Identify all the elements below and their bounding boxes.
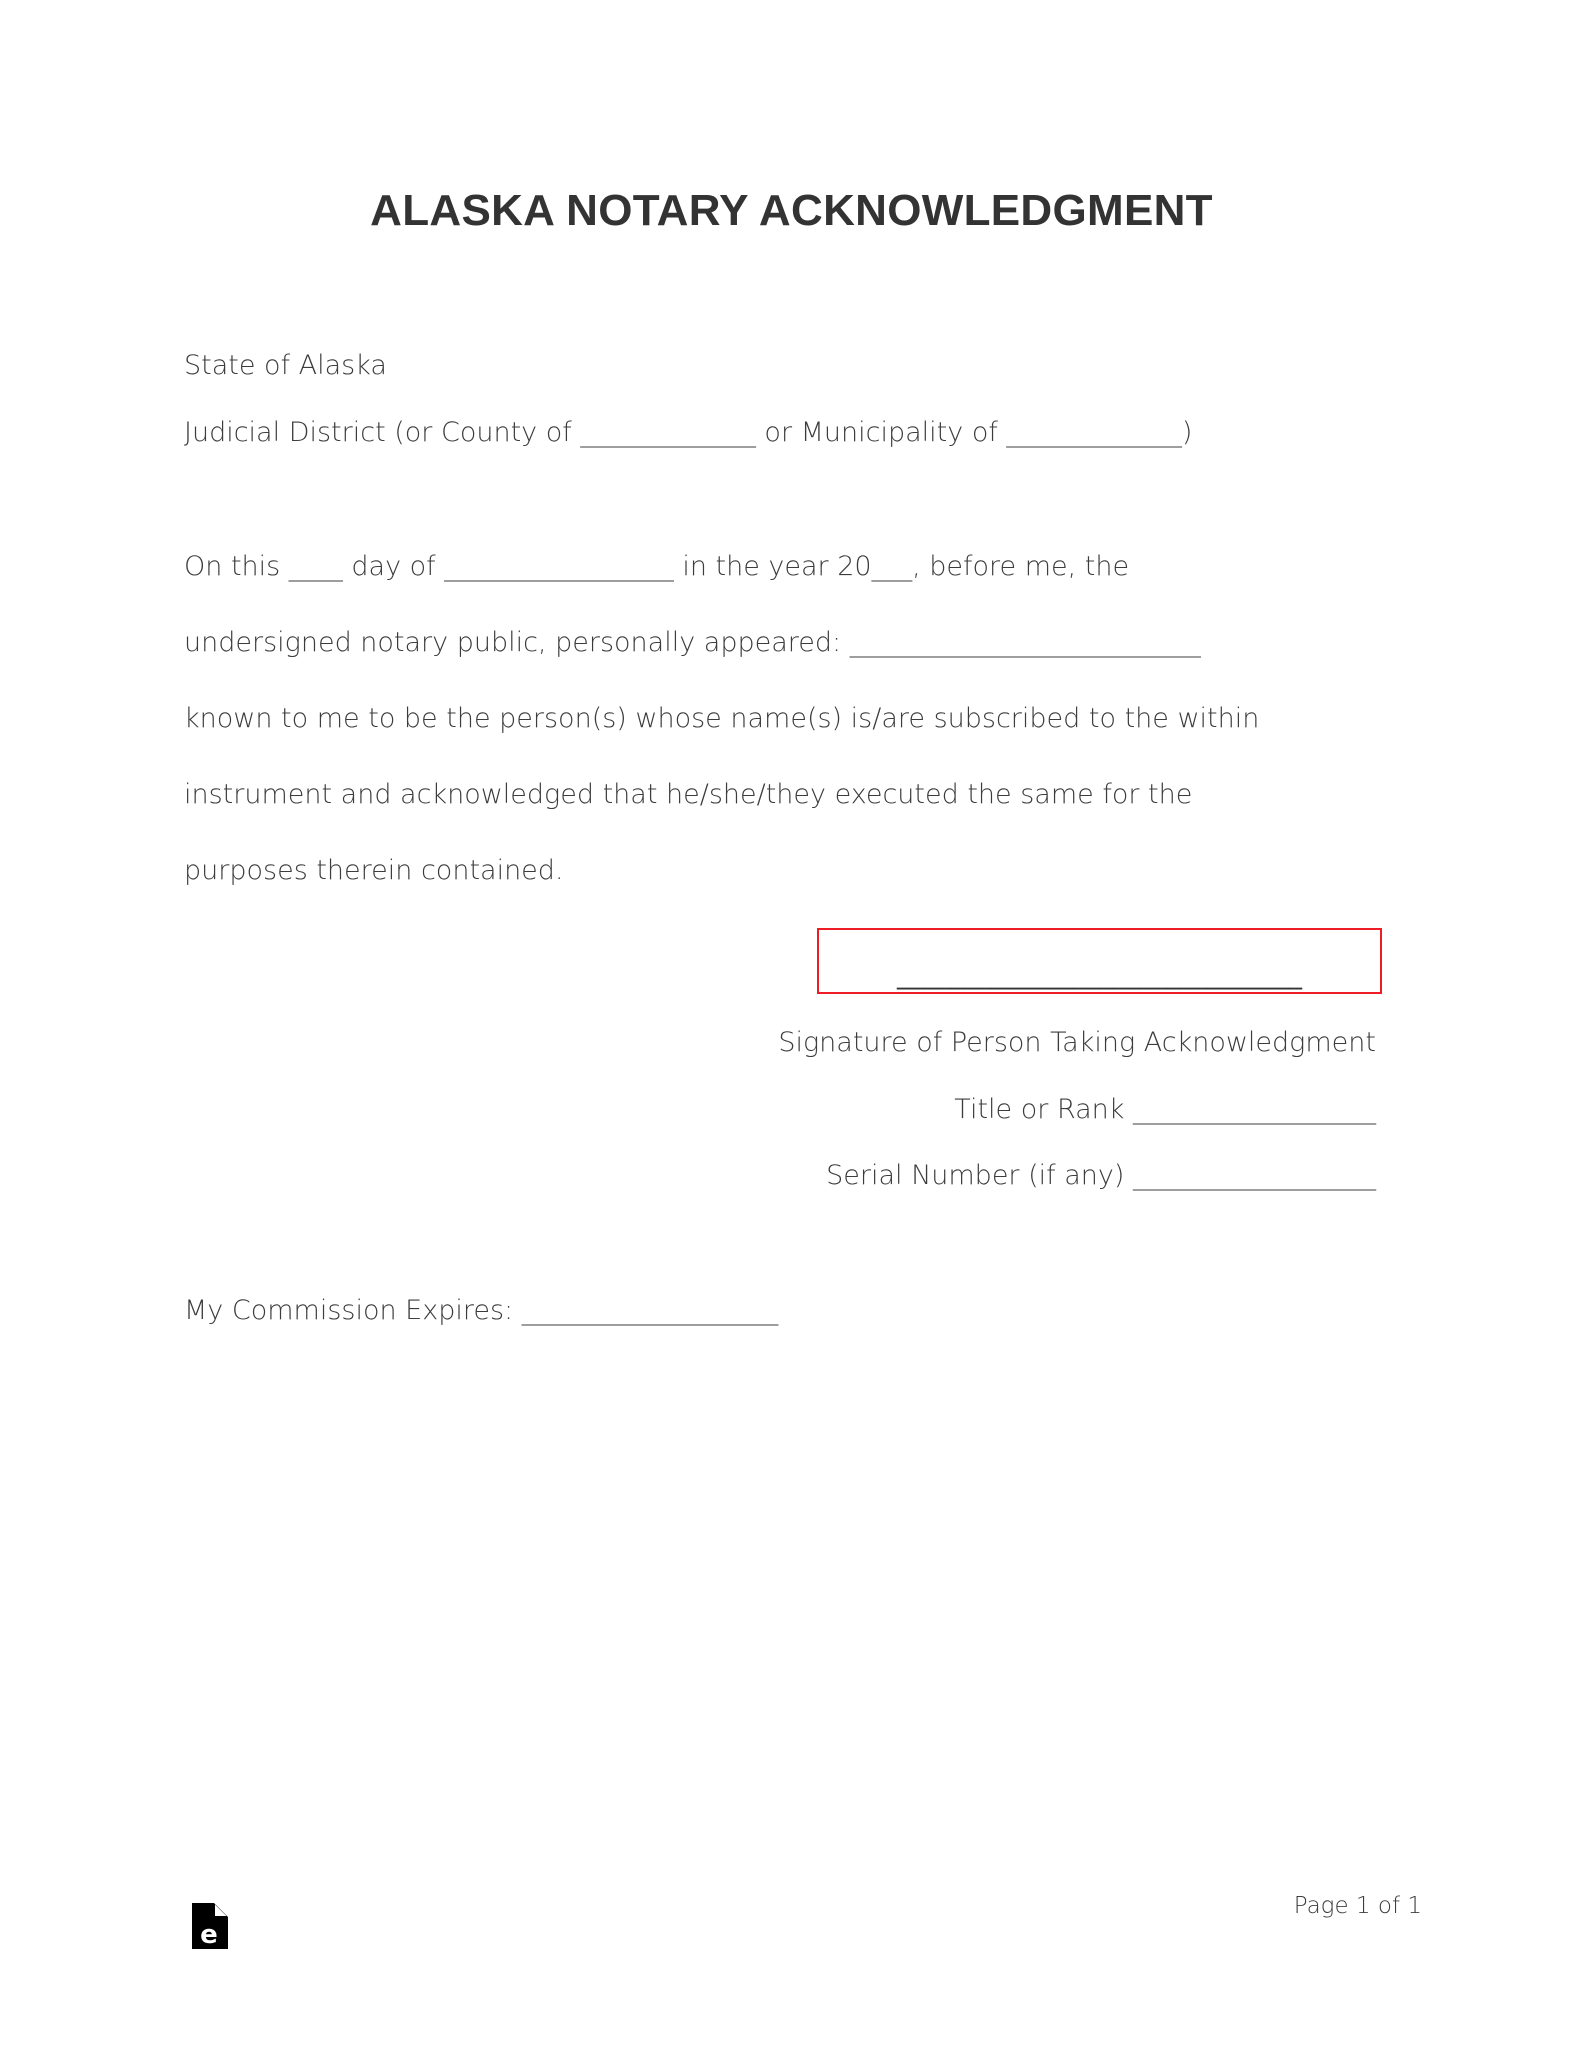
page-number: Page 1 of 1 <box>1293 1893 1422 1919</box>
signature-label: Signature of Person Taking Acknowledgment <box>778 1027 1376 1058</box>
logo-letter: e <box>200 1920 218 1949</box>
eforms-document-icon <box>192 1903 228 1949</box>
body-line-3: known to me to be the person(s) whose name(s) is/are subscribed to the within <box>184 703 1260 734</box>
commission-expires-line: My Commission Expires: ___________________ <box>184 1295 779 1326</box>
body-line-4: instrument and acknowledged that he/she/they executed the same for the <box>184 779 1193 810</box>
title-or-rank-line: Title or Rank __________________ <box>954 1094 1376 1125</box>
body-line-2: undersigned notary public, personally appeared: __________________________ <box>184 627 1201 658</box>
body-line-5: purposes therein contained. <box>184 855 564 886</box>
signature-line[interactable]: ______________________________ <box>897 960 1302 990</box>
signature-field-highlight[interactable] <box>817 928 1382 994</box>
document-title: ALASKA NOTARY ACKNOWLEDGMENT <box>370 186 1213 235</box>
judicial-district-line: Judicial District (or County of _____________ or Municipality of _____________) <box>184 417 1193 448</box>
serial-number-line: Serial Number (if any) __________________ <box>826 1160 1376 1191</box>
body-line-1: On this ____ day of _________________ in the year 20___, before me, the <box>184 551 1130 582</box>
state-line: State of Alaska <box>184 350 387 381</box>
